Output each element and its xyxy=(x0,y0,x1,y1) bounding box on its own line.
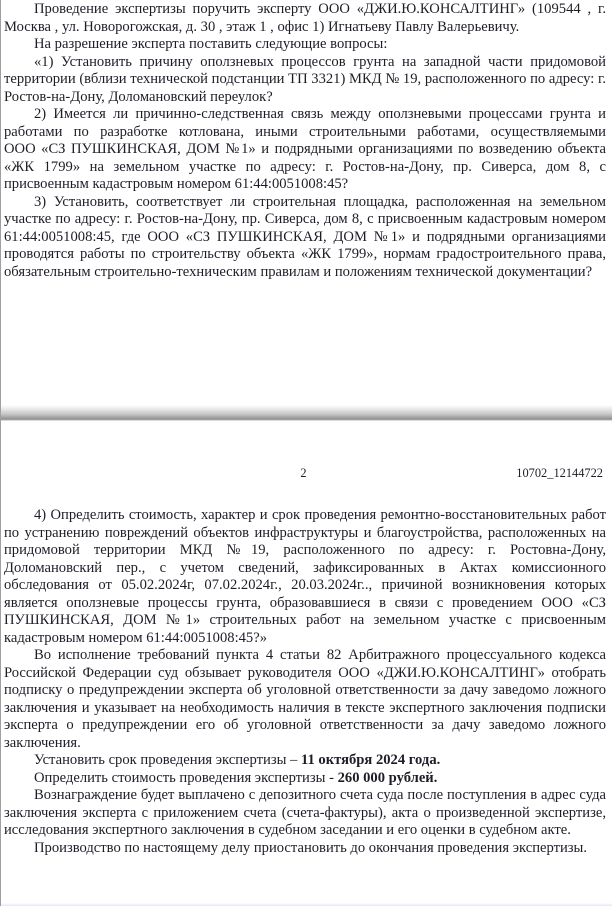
page-break-separator xyxy=(1,405,612,421)
paragraph-payment-terms: Вознаграждение будет выплачено с депозитного счета суда после поступления в адрес суда заключения эксперта с приложением счета (счета-фактуры), акта о произведенной экспертизе, исследования экспертного заключения в судебном заседании и его оценки в судебном акте. xyxy=(4,787,606,838)
paragraph-expert-assignment: Проведение экспертизы поручить эксперту ООО «ДЖИ.Ю.КОНСАЛТИНГ» (109544 , г. Москва , ул. Новорогожская, д. 30 , этаж 1 , офис 1) Игнатьеву Павлу Валерьевичу. xyxy=(4,1,606,35)
page-2-header xyxy=(4,465,603,481)
paragraph-apk-obligation: Во исполнение требований пункта 4 статьи 82 Арбитражного процессуального кодекса Российской Федерации суд обзывает руководителя ООО «ДЖИ.Ю.КОНСАЛТИНГ» отобрать подписку о предупреждении эксперта об уголовной ответственности за дачу заведомо ложного заключения и указывает на необходимость наличия в тексте экспертного заключения подписки эксперта о предупреждении его об уголовной ответственности за дачу заведомо ложного заключения. xyxy=(4,647,606,751)
cost-label: Определить стоимость проведения экспертизы - xyxy=(34,769,338,786)
paragraph-cost xyxy=(4,770,606,788)
paragraph-question-2: 2) Имеется ли причинно-следственная связь между оползневыми процессами грунта и работами по разработке котлована, иными строительными работами, осуществляемыми ООО «СЗ ПУШКИНСКАЯ, ДОМ №1» и подрядными организациями по возведению объекта «ЖК 1799» на земельном участке по адресу: г. Ростов-на-Дону, пр. Сиверса, дом 8, с присвоенным кадастровым номером 61:44:0051008:45? xyxy=(4,106,606,192)
paragraph-suspension: Производство по настоящему делу приостановить до окончания проведения экспертизы. xyxy=(34,839,587,856)
paragraph-question-1: «1) Установить причину оползневых процессов грунта на западной части придомовой территории (вблизи технической подстанции ТП 3321) МКД № 19, расположенного по адресу: г. Ростов-на-Дону, Доломановский переулок? xyxy=(4,53,606,105)
page-number: 2 xyxy=(300,466,307,480)
cost-value: 260 000 рублей. xyxy=(337,769,438,786)
paragraph-questions-intro: На разрешение эксперта поставить следующие вопросы: xyxy=(34,36,388,52)
page-2-body xyxy=(4,507,606,857)
paragraph-deadline xyxy=(4,752,606,770)
deadline-label: Установить срок проведения экспертизы – xyxy=(34,752,301,768)
document-id: 10702_12144722 xyxy=(516,466,603,480)
page-1-body xyxy=(4,1,606,281)
deadline-value: 11 октября 2024 года. xyxy=(300,752,441,768)
paragraph-question-3: 3) Установить, соответствует ли строительная площадка, расположенная на земельном участке по адресу: г. Ростов-на-Дону, пр. Сиверса, дом 8, с присвоенным кадастровым номером 61:44:0051008:45, где ООО «СЗ ПУШКИНСКАЯ, ДОМ №1» и подрядными организациями проводятся работы по строительству объекта «ЖК 1799», нормам градостроительного права, обязательным строительно-техническим правилам и положениям технической документации? xyxy=(4,193,606,280)
paragraph-question-4: 4) Определить стоимость, характер и срок проведения ремонтно-восстановительных работ по устранению повреждений объектов инфраструктуры и благоустройства, расположенных на придомовой территории МКД №19, расположенного по адресу: г. Ростовна-Дону, Доломановский пер., с учетом сведений, зафиксированных в Актах комиссионного обследования от 05.02.2024г, 07.02.2024г., 20.03.2024г.., причиной возникновения которых является оползневые процессы грунта, образовавшиеся в связи с проведением ООО «СЗ ПУШКИНСКАЯ, ДОМ №1» строительных работ на земельном участке с присвоенным кадастровым номером 61:44:0051008:45?» xyxy=(4,507,606,646)
